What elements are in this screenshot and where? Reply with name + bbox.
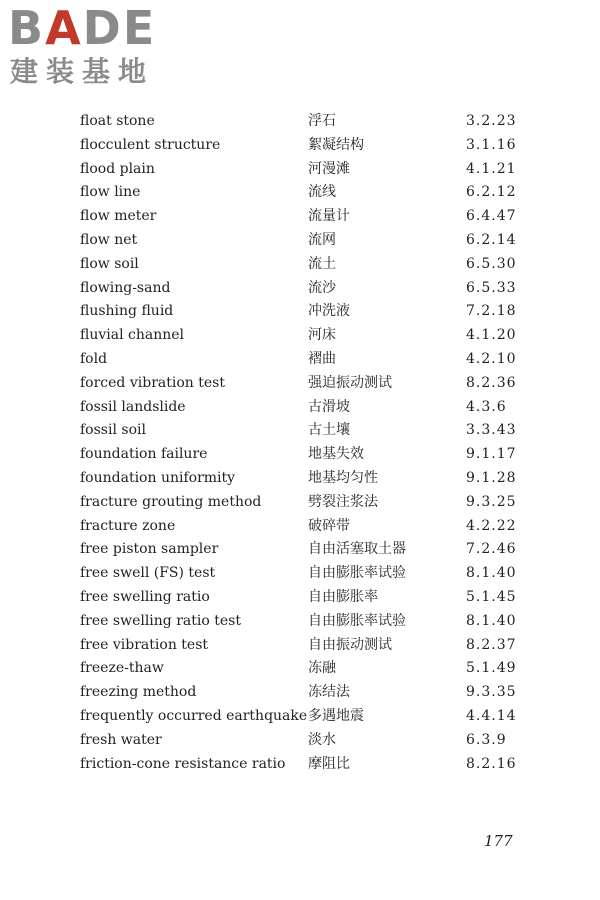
entry-section-ref: 3.1.16 [466,136,517,153]
entry-section-ref: 6.3.9 [466,731,507,748]
entry-section-ref: 7.2.46 [466,541,517,558]
entry-english-term: friction-cone resistance ratio [80,755,286,772]
entry-chinese-term: 流土 [308,255,336,272]
glossary-entry [80,586,540,610]
entry-section-ref: 6.5.33 [466,279,517,296]
entry-english-term: frequently occurred earthquake [80,707,308,724]
entry-section-ref: 6.4.47 [466,208,517,225]
entry-english-term: free piston sampler [80,541,219,558]
glossary-entry [80,657,540,681]
entry-english-term: fossil soil [80,422,146,439]
entry-chinese-term: 冻结法 [308,684,350,701]
entry-chinese-term: 古土壤 [308,422,350,439]
entry-chinese-term: 自由膨胀率试验 [308,612,406,629]
site-logo [8,1,183,88]
glossary-entry [80,300,540,324]
entry-chinese-term: 流网 [308,231,336,248]
logo-letter-b: B [8,1,46,55]
glossary-entry [80,229,540,253]
entry-section-ref: 8.2.36 [466,374,517,391]
entry-chinese-term: 河床 [308,327,336,344]
glossary-entry [80,491,540,515]
glossary-entry [80,372,540,396]
entry-english-term: flow line [80,184,141,201]
logo-letter-a: A [45,1,83,55]
glossary-entry [80,158,540,182]
entry-chinese-term: 地基均匀性 [308,469,378,486]
entry-english-term: free swell (FS) test [80,565,216,582]
entry-chinese-term: 古滑坡 [308,398,350,415]
entry-section-ref: 7.2.18 [466,303,517,320]
entry-chinese-term: 强迫振动测试 [308,374,392,391]
glossary-entry [80,419,540,443]
glossary-entry [80,562,540,586]
glossary-entry [80,181,540,205]
entry-section-ref: 8.2.16 [466,755,517,772]
entry-english-term: flow meter [80,208,157,225]
entry-chinese-term: 褶曲 [308,350,336,367]
glossary-entry [80,515,540,539]
logo-subtitle: 建装基地 [10,55,155,88]
glossary-entry [80,443,540,467]
glossary-entry [80,753,540,777]
entry-chinese-term: 冻融 [308,660,336,677]
entry-english-term: flocculent structure [80,136,221,153]
entry-chinese-term: 摩阻比 [308,755,350,772]
entry-chinese-term: 自由膨胀率试验 [308,565,406,582]
entry-section-ref: 4.1.20 [466,327,517,344]
entry-english-term: flushing fluid [80,303,174,320]
entry-chinese-term: 多遇地震 [308,707,364,724]
entry-section-ref: 4.3.6 [466,398,507,415]
glossary-entry [80,110,540,134]
glossary-entry [80,348,540,372]
entry-section-ref: 4.2.22 [466,517,517,534]
entry-section-ref: 9.3.35 [466,684,517,701]
entry-english-term: foundation uniformity [80,469,236,486]
glossary-list [80,110,540,776]
glossary-entry [80,396,540,420]
entry-english-term: fresh water [80,731,162,748]
entry-english-term: fracture zone [80,517,176,534]
entry-section-ref: 6.2.14 [466,231,517,248]
glossary-entry [80,277,540,301]
entry-chinese-term: 自由膨胀率 [308,588,378,605]
entry-english-term: fluvial channel [80,327,185,344]
glossary-entry [80,253,540,277]
logo-wordmark [8,1,157,55]
page-number: 177 [484,832,513,850]
entry-english-term: free vibration test [80,636,209,653]
entry-chinese-term: 流量计 [308,208,350,225]
entry-section-ref: 9.1.17 [466,446,517,463]
glossary-entry [80,681,540,705]
glossary-entry [80,705,540,729]
glossary-entry [80,729,540,753]
entry-english-term: flow soil [80,255,139,272]
entry-section-ref: 5.1.49 [466,660,517,677]
entry-english-term: flood plain [80,160,155,177]
entry-chinese-term: 自由活塞取土器 [308,541,406,558]
entry-chinese-term: 浮石 [308,113,336,129]
entry-english-term: float stone [80,113,155,129]
glossary-entry [80,134,540,158]
glossary-entry [80,467,540,491]
entry-english-term: forced vibration test [80,374,225,391]
glossary-entry [80,324,540,348]
entry-chinese-term: 劈裂注浆法 [308,493,378,510]
entry-section-ref: 3.2.23 [466,113,517,129]
entry-chinese-term: 自由振动测试 [308,636,392,653]
entry-section-ref: 9.3.25 [466,493,517,510]
entry-section-ref: 6.5.30 [466,255,517,272]
entry-section-ref: 8.2.37 [466,636,517,653]
entry-section-ref: 9.1.28 [466,469,517,486]
glossary-entry [80,634,540,658]
glossary-entry [80,538,540,562]
entry-english-term: foundation failure [80,446,208,463]
entry-english-term: fold [80,350,108,367]
entry-chinese-term: 絮凝结构 [308,136,364,153]
entry-section-ref: 3.3.43 [466,422,517,439]
entry-english-term: flowing-sand [80,279,171,296]
entry-chinese-term: 流沙 [308,279,336,296]
glossary-entry [80,610,540,634]
entry-chinese-term: 破碎带 [308,517,350,534]
entry-english-term: free swelling ratio test [80,612,241,629]
entry-english-term: free swelling ratio [80,588,210,605]
logo-letters-de: DE [82,1,157,55]
entry-section-ref: 6.2.12 [466,184,517,201]
glossary-entry [80,205,540,229]
entry-section-ref: 8.1.40 [466,612,517,629]
entry-chinese-term: 地基失效 [308,446,364,463]
entry-chinese-term: 冲洗液 [308,303,350,320]
entry-english-term: freeze-thaw [80,660,164,677]
entry-section-ref: 8.1.40 [466,565,517,582]
entry-chinese-term: 河漫滩 [308,160,350,177]
entry-chinese-term: 流线 [308,184,336,201]
entry-chinese-term: 淡水 [308,731,336,748]
entry-section-ref: 4.2.10 [466,350,517,367]
entry-english-term: freezing method [80,684,197,701]
entry-section-ref: 4.4.14 [466,707,517,724]
entry-english-term: fossil landslide [80,398,186,415]
entry-english-term: flow net [80,231,138,248]
entry-english-term: fracture grouting method [80,493,262,510]
entry-section-ref: 5.1.45 [466,588,517,605]
entry-section-ref: 4.1.21 [466,160,517,177]
